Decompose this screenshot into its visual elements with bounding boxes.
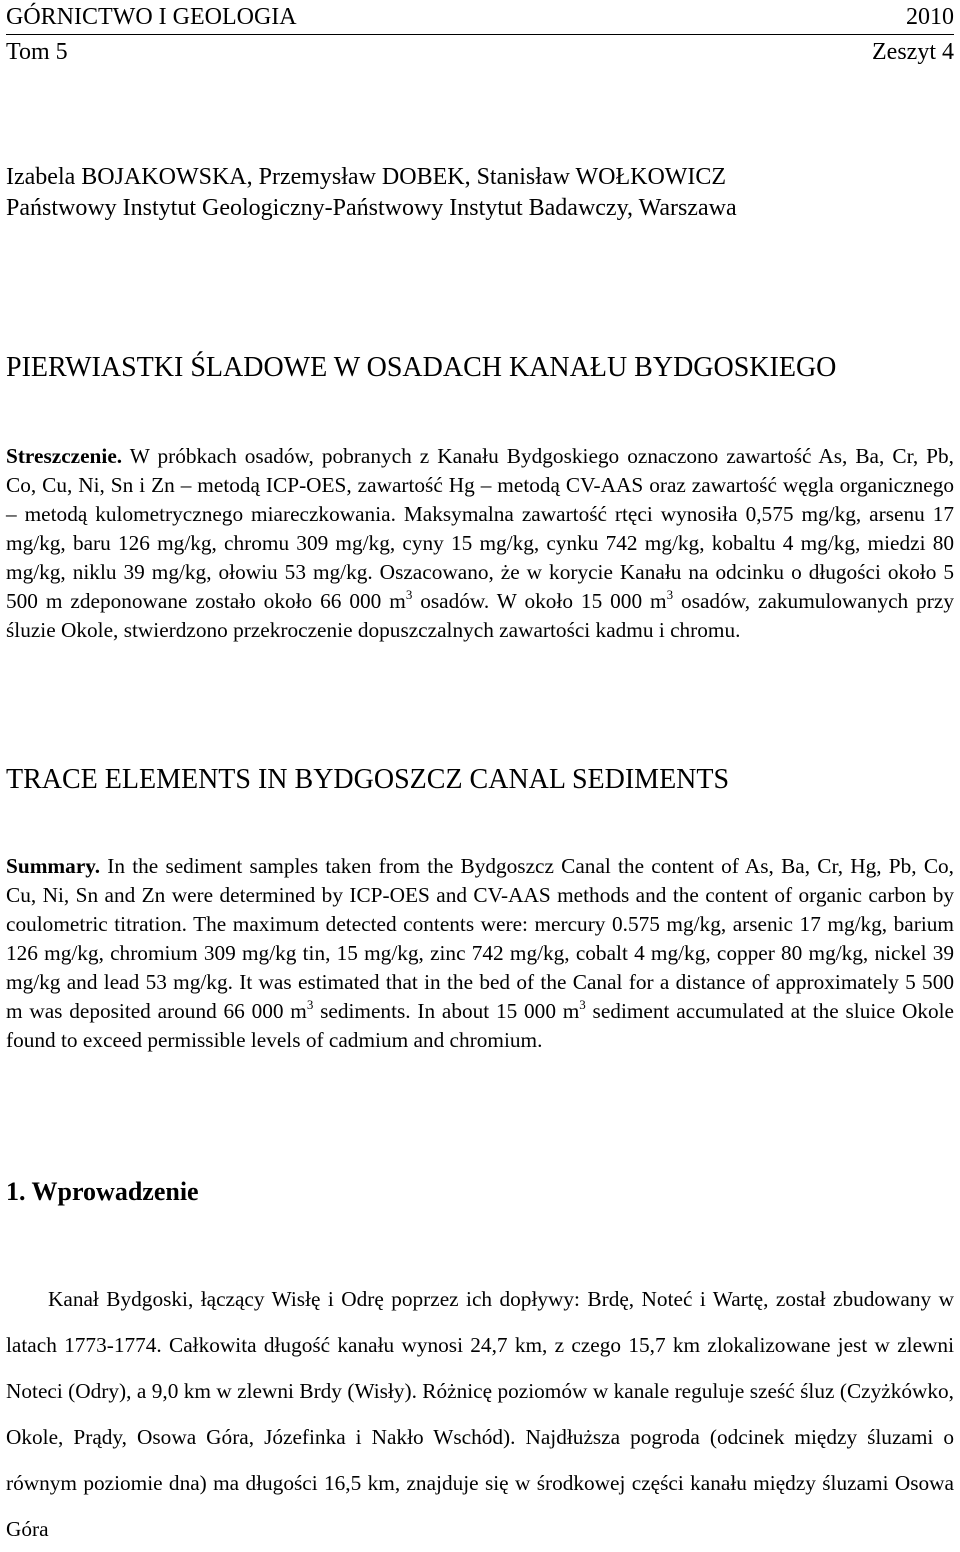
abstract-label: Streszczenie. bbox=[6, 444, 123, 468]
abstract-text-part-1: W próbkach osadów, pobranych z Kanału Bydgoskiego oznaczono zawartość As, Ba, Cr, Pb, Co, Cu, Ni, Sn i Zn – metodą ICP-OES, zawartość Hg – metodą CV-AAS oraz zawartość węgla organicznego – metodą kulometrycznego miareczkowania. Maksymalna zawartość rtęci wynosiła 0,575 mg/kg, arsenu 17 mg/kg, baru 126 mg/kg, chromu 309 mg/kg, cyny 15 mg/kg, cynku 742 mg/kg, kobaltu 4 mg/kg, miedzi 80 mg/kg, niklu 39 mg/kg, ołowiu 53 mg/kg. Oszacowano, że w korycie Kanału na odcinku o długości około 5 500 m zdeponowane zostało około 66 000 m bbox=[6, 444, 954, 613]
abstract-text-part-3: osadów, zakumulowanych przy śluzie Okole, stwierdzono przekroczenie dopuszczalnych zawartości kadmu i chromu. bbox=[6, 589, 954, 642]
superscript-3: 3 bbox=[579, 997, 586, 1012]
intro-paragraph: Kanał Bydgoski, łączący Wisłę i Odrę poprzez ich dopływy: Brdę, Noteć i Wartę, został zbudowany w latach 1773-1774. Całkowita długość kanału wynosi 24,7 km, z czego 15,7 km zlokalizowane jest w zlewni Noteci (Odry), a 9,0 km w zlewni Brdy (Wisły). Różnicę poziomów w kanale reguluje sześć śluz (Czyżkówko, Okole, Prądy, Osowa Góra, Józefinka i Nakło Wschód). Najdłuższa pogroda (odcinek między śluzami o równym poziomie dna) ma długości 16,5 km, znajduje się w środkowej części kanału między śluzami Osowa Góra bbox=[6, 1287, 954, 1541]
author-affiliation: Państwowy Instytut Geologiczny-Państwowy Instytut Badawczy, Warszawa bbox=[6, 195, 737, 221]
header-row-journal bbox=[6, 0, 954, 35]
abstract-english bbox=[6, 852, 954, 1055]
superscript-3: 3 bbox=[306, 997, 314, 1012]
abstract-text-part-2: osadów. W około 15 000 m bbox=[412, 589, 667, 613]
summary-text-part-1: In the sediment samples taken from the Bydgoszcz Canal the content of As, Ba, Cr, Hg, Pb, Co, Cu, Ni, Sn and Zn were determined by ICP-OES and CV-AAS methods and the content of organic carbon by coulometric titration. The maximum detected contents were: mercury 0.575 mg/kg, arsenic 17 mg/kg, barium 126 mg/kg, chromium 309 mg/kg tin, 15 mg/kg, zinc 742 mg/kg, cobalt 4 mg/kg, copper 80 mg/kg, nickel 39 mg/kg and lead 53 mg/kg. It was estimated that in the bed of the Canal for a distance of approximately 5 500 m was deposited around 66 000 m bbox=[6, 854, 954, 1023]
title-english: TRACE ELEMENTS IN BYDGOSZCZ CANAL SEDIMENTS bbox=[6, 764, 730, 795]
section-heading: 1. Wprowadzenie bbox=[6, 1177, 199, 1206]
abstract-polish bbox=[6, 442, 954, 645]
running-header bbox=[6, 0, 954, 69]
summary-label: Summary. bbox=[6, 854, 101, 878]
author-names: Izabela BOJAKOWSKA, Przemysław DOBEK, Stanisław WOŁKOWICZ bbox=[6, 164, 727, 190]
journal-year: 2010 bbox=[906, 4, 954, 30]
author-block bbox=[6, 162, 737, 224]
superscript-3: 3 bbox=[405, 587, 413, 602]
superscript-3: 3 bbox=[666, 587, 674, 602]
title-polish: PIERWIASTKI ŚLADOWE W OSADACH KANAŁU BYDGOSKIEGO bbox=[6, 352, 837, 383]
header-row-issue bbox=[6, 35, 954, 69]
volume-number: Tom 5 bbox=[6, 39, 68, 65]
journal-name: GÓRNICTWO I GEOLOGIA bbox=[6, 4, 297, 30]
summary-text-part-3: sediment accumulated at the sluice Okole found to exceed permissible levels of cadmium and chromium. bbox=[6, 999, 954, 1052]
issue-number: Zeszyt 4 bbox=[872, 39, 954, 65]
summary-text-part-2: sediments. In about 15 000 m bbox=[313, 999, 580, 1023]
